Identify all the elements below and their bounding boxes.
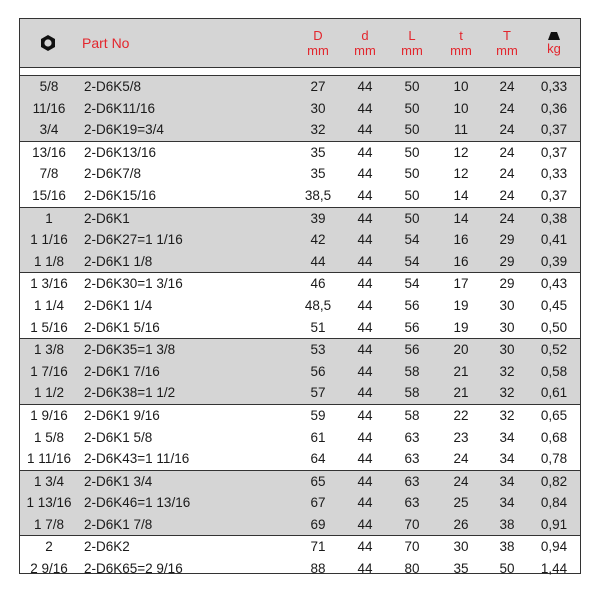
cell-kg: 0,36	[540, 100, 568, 116]
cell-d: 46	[310, 276, 326, 292]
cell-l: 63	[404, 495, 420, 511]
cell-l: 50	[404, 122, 420, 138]
product-table	[19, 18, 581, 577]
cell-t: 34	[499, 495, 515, 511]
table-row	[20, 141, 580, 164]
cell-l: 58	[404, 363, 420, 379]
cell-d-small: 44	[357, 79, 373, 94]
cell-size: 1 7/8	[33, 516, 65, 532]
header-d: d mm	[354, 28, 376, 58]
cell-size: 1 13/16	[26, 495, 72, 511]
cell-l: 50	[404, 100, 420, 116]
table-row	[20, 404, 580, 427]
cell-part: 2-D6K1 5/16	[84, 319, 160, 335]
table-row	[20, 272, 580, 295]
cell-size: 15/16	[32, 187, 66, 203]
table-row	[20, 558, 580, 580]
header-part-no: Part No	[82, 34, 130, 51]
cell-t: 19	[453, 297, 469, 313]
table-header	[20, 19, 580, 68]
cell-d: 59	[310, 407, 326, 423]
cell-kg: 0,52	[540, 342, 568, 358]
cell-l: 56	[404, 342, 420, 358]
table-row	[20, 382, 580, 404]
cell-part: 2-D6K1 7/16	[84, 363, 160, 379]
cell-l: 70	[404, 539, 420, 555]
cell-part: 2-D6K46=1 13/16	[84, 495, 191, 511]
cell-l: 50	[404, 144, 420, 160]
cell-part: 2-D6K1 7/8	[84, 516, 153, 532]
table-row	[20, 295, 580, 317]
cell-d-small: 44	[357, 363, 373, 379]
cell-size: 2	[45, 539, 53, 555]
cell-d: 57	[310, 385, 326, 401]
cell-t: 24	[499, 79, 515, 94]
cell-kg: 0,43	[540, 276, 568, 292]
cell-part: 2-D6K1 1/8	[84, 253, 153, 269]
cell-t: 24	[453, 451, 469, 467]
cell-kg: 0,65	[540, 407, 568, 423]
cell-d: 38,5	[304, 187, 332, 203]
cell-l: 50	[404, 210, 420, 226]
cell-part: 2-D6K19=3/4	[84, 122, 164, 138]
cell-l: 58	[404, 407, 420, 423]
table-row	[20, 492, 580, 514]
cell-d-small: 44	[357, 429, 373, 445]
cell-t: 26	[453, 516, 469, 532]
cell-kg: 0,37	[540, 187, 568, 203]
cell-kg: 0,37	[540, 122, 568, 138]
cell-part: 2-D6K30=1 3/16	[84, 276, 183, 292]
cell-d-small: 44	[357, 100, 373, 116]
cell-d-small: 44	[357, 342, 373, 358]
cell-kg: 0,84	[540, 495, 568, 511]
cell-t: 24	[499, 166, 515, 182]
cell-t: 30	[453, 539, 469, 555]
cell-d-small: 44	[357, 385, 373, 401]
cell-size: 1 1/4	[33, 297, 65, 313]
cell-kg: 0,82	[540, 473, 568, 489]
cell-t: 32	[499, 407, 515, 423]
table-row	[20, 317, 580, 339]
cell-t: 23	[453, 429, 469, 445]
cell-size: 3/4	[39, 122, 59, 138]
cell-size: 5/8	[39, 79, 59, 94]
cell-part: 2-D6K5/8	[84, 79, 142, 94]
cell-t: 34	[499, 473, 515, 489]
cell-t: 16	[453, 253, 469, 269]
cell-d: 44	[310, 253, 326, 269]
cell-size: 11/16	[32, 100, 66, 116]
cell-size: 1 9/16	[30, 407, 68, 423]
cell-part: 2-D6K65=2 9/16	[84, 561, 183, 577]
header-L: L mm	[401, 28, 423, 58]
table-row	[20, 207, 580, 230]
cell-d-small: 44	[357, 319, 373, 335]
cell-t: 24	[499, 144, 515, 160]
cell-d-small: 44	[357, 187, 373, 203]
table-row	[20, 251, 580, 273]
cell-kg: 0,50	[540, 319, 568, 335]
cell-part: 2-D6K11/16	[84, 100, 156, 116]
table-row	[20, 448, 580, 470]
cell-l: 70	[404, 516, 420, 532]
cell-size: 13/16	[32, 144, 66, 160]
header-kg: kg	[532, 19, 576, 67]
cell-t: 14	[453, 187, 469, 203]
cell-d: 69	[310, 516, 326, 532]
cell-d: 64	[310, 451, 326, 467]
cell-d-small: 44	[357, 276, 373, 292]
cell-l: 56	[404, 297, 420, 313]
cell-d: 35	[310, 144, 326, 160]
cell-part: 2-D6K38=1 1/2	[84, 385, 176, 401]
cell-l: 63	[404, 451, 420, 467]
cell-d-small: 44	[357, 495, 373, 511]
cell-d: 35	[310, 166, 326, 182]
cell-t: 10	[453, 79, 469, 94]
cell-d: 30	[310, 100, 326, 116]
cell-l: 50	[404, 166, 420, 182]
cell-kg: 0,33	[540, 79, 568, 94]
cell-t: 29	[499, 276, 515, 292]
cell-kg: 0,39	[540, 253, 568, 269]
table-row	[20, 76, 580, 98]
cell-size: 1	[45, 210, 53, 226]
cell-t: 30	[499, 342, 515, 358]
cell-t: 29	[499, 253, 515, 269]
cell-size: 1 7/16	[30, 363, 68, 379]
cell-size: 1 1/16	[30, 232, 68, 248]
cell-t: 34	[499, 451, 515, 467]
cell-d: 56	[310, 363, 326, 379]
cell-part: 2-D6K7/8	[84, 166, 142, 182]
cell-size: 1 1/8	[33, 253, 65, 269]
cell-t: 19	[453, 319, 469, 335]
cell-d-small: 44	[357, 144, 373, 160]
cell-kg: 0,41	[540, 232, 568, 248]
cell-t: 24	[453, 473, 469, 489]
cell-t: 12	[453, 144, 469, 160]
cell-kg: 0,38	[540, 210, 568, 226]
cell-t: 16	[453, 232, 469, 248]
cell-t: 17	[453, 276, 469, 292]
cell-t: 21	[453, 363, 469, 379]
cell-d-small: 44	[357, 166, 373, 182]
cell-d-small: 44	[357, 232, 373, 248]
cell-d: 71	[310, 539, 326, 555]
cell-size: 2 9/16	[30, 561, 68, 577]
cell-d: 27	[310, 79, 326, 94]
cell-t: 10	[453, 100, 469, 116]
cell-d: 61	[310, 429, 326, 445]
cell-part: 2-D6K43=1 11/16	[84, 451, 190, 467]
table-row	[20, 427, 580, 449]
cell-part: 2-D6K15/16	[84, 187, 157, 203]
cell-t: 22	[453, 407, 469, 423]
cell-l: 54	[404, 232, 420, 248]
cell-t: 32	[499, 363, 515, 379]
cell-d: 42	[310, 232, 326, 248]
cell-part: 2-D6K1 3/4	[84, 473, 153, 489]
cell-t: 29	[499, 232, 515, 248]
cell-d: 39	[310, 210, 326, 226]
cell-kg: 1,44	[540, 561, 568, 577]
cell-t: 20	[453, 342, 469, 358]
cell-size: 1 3/16	[30, 276, 68, 292]
cell-d: 67	[310, 495, 326, 511]
header-t: t mm	[450, 28, 472, 58]
cell-d-small: 44	[357, 210, 373, 226]
cell-part: 2-D6K13/16	[84, 144, 157, 160]
cell-d: 32	[310, 122, 326, 138]
table-row	[20, 185, 580, 207]
cell-l: 54	[404, 253, 420, 269]
cell-t: 24	[499, 100, 515, 116]
header-D: D mm	[307, 28, 329, 58]
cell-l: 63	[404, 473, 420, 489]
cell-t: 38	[499, 516, 515, 532]
cell-t: 30	[499, 319, 515, 335]
cell-t: 35	[453, 561, 469, 577]
cell-t: 24	[499, 210, 515, 226]
cell-d: 53	[310, 342, 326, 358]
cell-d: 48,5	[304, 297, 332, 313]
cell-l: 50	[404, 79, 420, 94]
cell-d-small: 44	[357, 253, 373, 269]
table-row	[20, 163, 580, 185]
cell-d-small: 44	[357, 473, 373, 489]
cell-d-small: 44	[357, 122, 373, 138]
cell-kg: 0,94	[540, 539, 568, 555]
cell-l: 58	[404, 385, 420, 401]
cell-part: 2-D6K2	[84, 539, 130, 555]
cell-t: 24	[499, 187, 515, 203]
cell-size: 1 3/8	[33, 342, 65, 358]
cell-d-small: 44	[357, 561, 373, 577]
cell-kg: 0,58	[540, 363, 568, 379]
cell-size: 7/8	[39, 166, 59, 182]
cell-t: 11	[453, 122, 468, 138]
table-row	[20, 338, 580, 361]
table-row	[20, 470, 580, 493]
cell-d: 51	[310, 319, 326, 335]
cell-t: 12	[453, 166, 469, 182]
cell-size: 1 3/4	[33, 473, 65, 489]
cell-part: 2-D6K35=1 3/8	[84, 342, 176, 358]
cell-part: 2-D6K1	[84, 210, 130, 226]
cell-t: 50	[499, 561, 515, 577]
cell-kg: 0,91	[540, 516, 568, 532]
cell-d-small: 44	[357, 297, 373, 313]
cell-size: 1 5/16	[30, 319, 68, 335]
weight-icon	[547, 31, 561, 41]
cell-t: 34	[499, 429, 515, 445]
cell-t: 14	[453, 210, 469, 226]
cell-d-small: 44	[357, 539, 373, 555]
cell-size: 1 1/2	[33, 385, 65, 401]
cell-part: 2-D6K27=1 1/16	[84, 232, 183, 248]
cell-kg: 0,78	[540, 451, 568, 467]
cell-size: 1 5/8	[33, 429, 65, 445]
cell-l: 63	[404, 429, 420, 445]
table-row	[20, 361, 580, 383]
header-T: T mm	[496, 28, 518, 58]
cell-t: 21	[453, 385, 469, 401]
table-body	[20, 75, 580, 580]
hex-nut-icon	[39, 34, 57, 52]
cell-kg: 0,37	[540, 144, 568, 160]
cell-size: 1 11/16	[26, 451, 72, 467]
cell-part: 2-D6K1 1/4	[84, 297, 153, 313]
cell-d-small: 44	[357, 407, 373, 423]
table-row	[20, 514, 580, 536]
cell-kg: 0,68	[540, 429, 568, 445]
table-row	[20, 535, 580, 558]
cell-t: 32	[499, 385, 515, 401]
cell-d-small: 44	[357, 516, 373, 532]
cell-part: 2-D6K1 9/16	[84, 407, 160, 423]
cell-t: 25	[453, 495, 469, 511]
cell-d-small: 44	[357, 451, 373, 467]
cell-t: 38	[499, 539, 515, 555]
cell-l: 54	[404, 276, 420, 292]
cell-d: 88	[310, 561, 326, 577]
cell-t: 30	[499, 297, 515, 313]
cell-d: 65	[310, 473, 326, 489]
cell-l: 80	[404, 561, 420, 577]
table-row	[20, 119, 580, 141]
cell-kg: 0,33	[540, 166, 568, 182]
table-row	[20, 98, 580, 120]
cell-kg: 0,45	[540, 297, 568, 313]
cell-t: 24	[499, 122, 515, 138]
cell-kg: 0,61	[540, 385, 568, 401]
cell-part: 2-D6K1 5/8	[84, 429, 153, 445]
cell-l: 56	[404, 319, 420, 335]
cell-l: 50	[404, 187, 420, 203]
table-row	[20, 229, 580, 251]
